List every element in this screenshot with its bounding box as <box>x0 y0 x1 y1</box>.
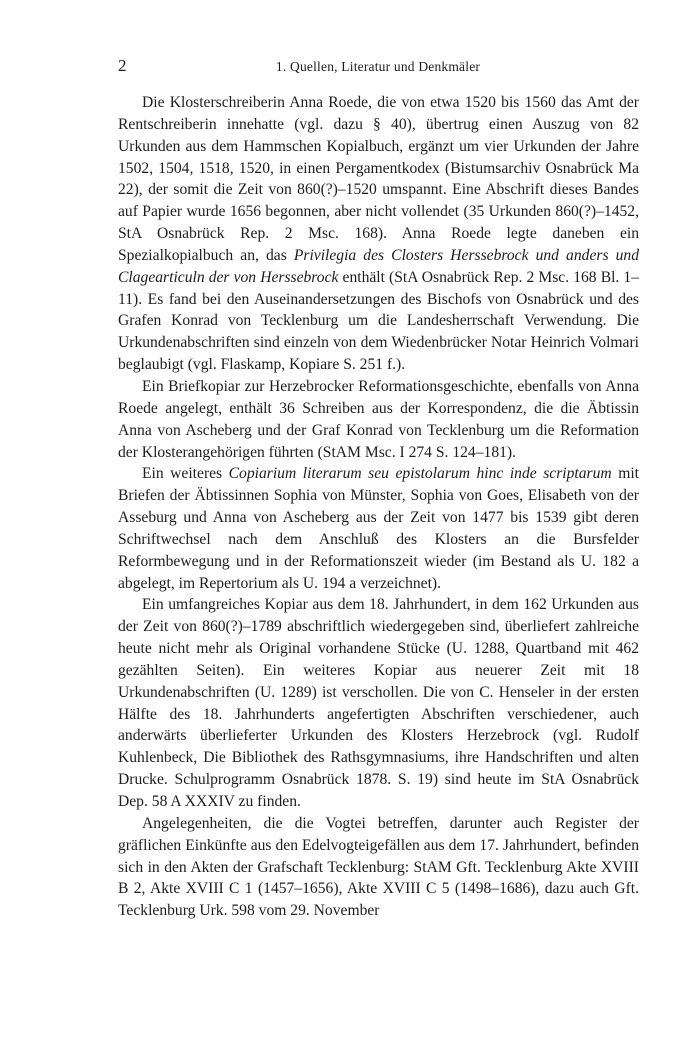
paragraph-3 <box>118 463 639 594</box>
running-title: 1. Quellen, Literatur und Denkmäler <box>275 59 481 74</box>
text-segment: Angelegenheiten, die die Vogtei betreffen, darunter auch Register der gräflichen Einkünfte aus den Edelvogteigefällen aus dem 17. Jahrhundert, befinden sich in den Akten der Grafschaft Tecklenburg: StAM Gft. Tecklenburg Akte XVIII B 2, Akte XVIII C 1 (1457–1656), Akte XVIII C 5 (1498–1686), dazu auch Gft. Tecklenburg Urk. 598 vom 29. November <box>118 814 639 920</box>
text-segment: mit Briefen der Äbtissinnen Sophia von Münster, Sophia von Goes, Elisabeth von der Asseburg und Anna von Ascheberg aus der Zeit von 1477 bis 1539 gibt deren Schriftwechsel nach dem Anschluß des Klosters an die Bursfelder Reformbewegung und in der Reformationszeit wieder (im Bestand als U. 182 a abgelegt, im Repertorium als U. 194 a verzeichnet). <box>118 465 639 592</box>
italic-title: Copiarium literarum seu epistolarum hinc inde scriptarum <box>228 465 612 483</box>
page-number: 2 <box>118 56 127 75</box>
paragraph-2 <box>118 376 639 463</box>
text-segment: Die Klosterschreiberin Anna Roede, die von etwa 1520 bis 1560 das Amt der Rentschreiberin innehatte (vgl. dazu § 40), übertrug einen Auszug von 82 Urkunden aus dem Hammschen Kopialbuch, ergänzt um vier Urkunden der Jahre 1502, 1504, 1518, 1520, in einen Pergamentkodex (Bistumsarchiv Osnabrück Ma 22), der somit die Zeit von 860(?)–1520 umspannt. Eine Abschrift dieses Bandes auf Papier wurde 1656 begonnen, aber nicht vollendet (35 Urkunden 860(?)–1452, StA Osnabrück Rep. 2 Msc. 168). Anna Roede legte daneben ein Spezialkopialbuch an, das <box>118 94 639 264</box>
text-segment: Ein umfangreiches Kopiar aus dem 18. Jahrhundert, in dem 162 Urkunden aus der Zeit von 860(?)–1789 abschriftlich wiedergegeben sind, überliefert zahlreiche heute nicht mehr als Original vorhandene Stücke (U. 1288, Quartband mit 462 gezählten Seiten). Ein weiteres Kopiar aus neuerer Zeit mit 18 Urkundenabschriften (U. 1289) ist verschollen. Die von C. Henseler in der ersten Hälfte des 18. Jahrhunderts angefertigten Abschriften verschiedener, auch anderwärts überlieferter Urkunden des Klosters Herzebrock (vgl. Rudolf Kuhlenbeck, Die Bibliothek des Rathsgymnasiums, ihre Handschriften und alten Drucke. Schulprogramm Osnabrück 1878. S. 19) sind heute im StA Osnabrück Dep. 58 A XXXIV zu finden. <box>118 596 639 810</box>
paragraph-1 <box>118 92 639 376</box>
paragraph-5 <box>118 813 639 922</box>
paragraph-4 <box>118 594 639 812</box>
text-segment: Ein Briefkopiar zur Herzebrocker Reformationsgeschichte, ebenfalls von Anna Roede angelegt, enthält 36 Schreiben aus der Korrespondenz, die die Äbtissin Anna von Ascheberg und der Graf Konrad von Tecklenburg um die Reformation der Klosterangehörigen führten (StAM Msc. I 274 S. 124–181). <box>118 377 639 461</box>
text-segment: enthält (StA Osnabrück Rep. 2 Msc. 168 Bl. 1–11). Es fand bei den Auseinandersetzungen des Bischofs von Osnabrück und des Grafen Konrad von Tecklenburg um die Landesherrschaft Verwendung. Die Urkundenabschriften sind einzeln von dem Wiedenbrücker Notar Heinrich Volmari beglaubigt (vgl. Flaskamp, Kopiare S. 251 f.). <box>118 268 640 374</box>
page-header <box>118 56 638 80</box>
italic-title: Privilegia des Closters Herssebrock und anders und Clagearticuln der von Herssebrock <box>118 246 639 286</box>
body-text <box>118 92 639 922</box>
text-segment: Ein weiteres <box>142 465 229 483</box>
